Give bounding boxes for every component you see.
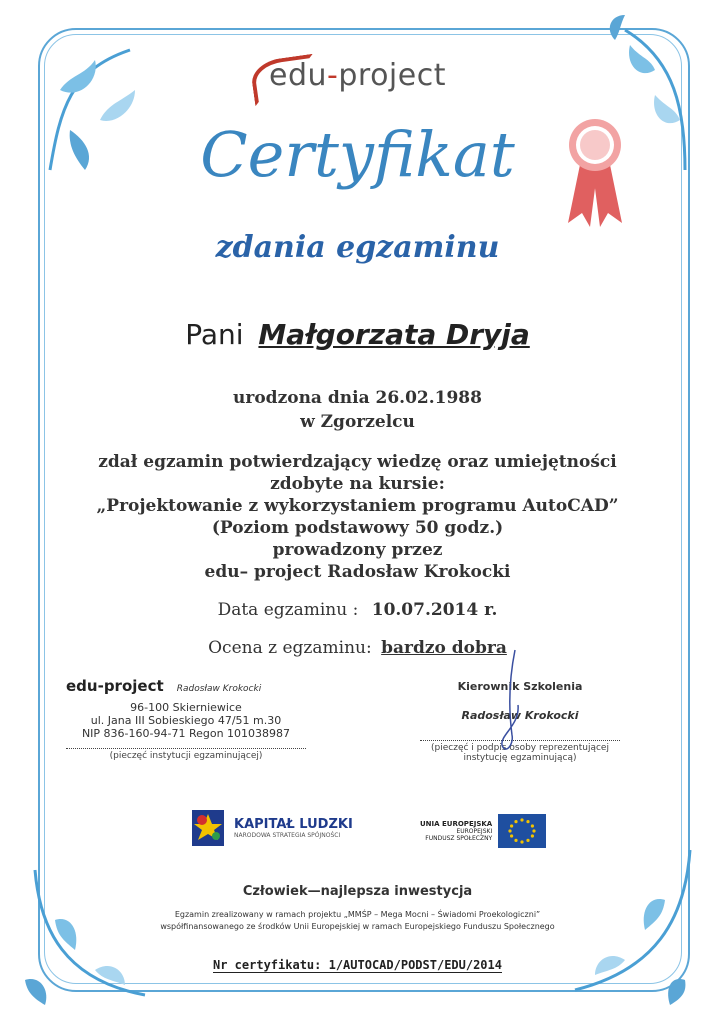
kl-title: KAPITAŁ LUDZKI [234, 817, 353, 832]
funding-line-1: Egzamin zrealizowany w ramach projektu „MMŚP – Mega Mocni – Świadomi Proekologiczni” [174, 910, 541, 919]
supervisor-name: Radosław Krokocki [461, 709, 579, 722]
logo-text-right: project [338, 58, 446, 93]
stamp-owner: Radosław Krokocki [176, 684, 262, 694]
course-name: „Projektowanie z wykorzystaniem programu AutoCAD” [96, 496, 619, 516]
certificate-number: Nr certyfikatu: 1/AUTOCAD/PODST/EDU/2014 [213, 958, 502, 972]
stamp-address-2: ul. Jana III Sobieskiego 47/51 m.30 [90, 714, 282, 727]
birth-date-line: urodzona dnia 26.02.1988 [233, 388, 482, 408]
eu-line-1: UNIA EUROPEJSKA [420, 820, 493, 828]
exam-date-value: 10.07.2014 r. [371, 600, 498, 620]
stamp-address-1: 96-100 Skierniewice [130, 701, 242, 714]
stamp-caption: (pieczęć instytucji egzaminującej) [109, 751, 263, 761]
conductor-name: edu– project Radosław Krokocki [204, 562, 511, 582]
stamp-address-3: NIP 836-160-94-71 Regon 101038987 [81, 727, 291, 740]
handwritten-signature [490, 645, 530, 765]
eu-logo [420, 814, 546, 848]
grade-value: bardzo dobra [381, 638, 507, 658]
kapital-ludzki-logo [188, 806, 353, 850]
recipient-salutation: Pani [185, 318, 244, 351]
exam-date-label: Data egzaminu : [217, 600, 359, 620]
birth-place-line: w Zgorzelcu [300, 412, 415, 432]
kapital-ludzki-emblem-icon [188, 806, 228, 850]
certificate-subtitle: zdania egzaminu [215, 230, 500, 265]
eu-line-2: EUROPEJSKI [456, 828, 493, 835]
logo-text-dash: - [327, 58, 339, 93]
exam-statement-line-2: zdobyte na kursie: [270, 474, 445, 494]
grade-label: Ocena z egzaminu: [208, 638, 372, 658]
eu-line-3: FUNDUSZ SPOŁECZNY [425, 835, 493, 842]
recipient-name: Małgorzata Dryja [258, 318, 530, 351]
kl-subtitle: NARODOWA STRATEGIA SPÓJNOŚCI [234, 832, 341, 839]
supervisor-role: Kierownik Szkolenia [457, 680, 583, 693]
certificate-title: Certyfikat [200, 118, 515, 191]
edu-project-logo [0, 58, 715, 93]
grade-row [0, 638, 715, 658]
stamp-brand: edu-project [66, 677, 164, 695]
exam-statement-line-1: zdał egzamin potwierdzający wiedzę oraz umiejętności [98, 452, 617, 472]
supervisor-caption-2: instytucję egzaminującą) [463, 753, 577, 763]
corner-ornament-bottom-left [15, 860, 155, 1010]
supervisor-caption-1: (pieczęć i podpis osoby reprezentującej [431, 743, 609, 753]
certificate-number-row [0, 958, 715, 972]
institution-stamp [66, 676, 306, 761]
course-level: (Poziom podstawowy 50 godz.) [211, 518, 504, 538]
stamp-signature-line [66, 748, 306, 749]
recipient-row [0, 318, 715, 351]
motto: Człowiek—najlepsza inwestycja [242, 884, 473, 899]
conducted-by-label: prowadzony przez [272, 540, 443, 560]
eu-flag-icon [498, 814, 546, 848]
funding-line-2: współfinansowanego ze środków Unii Europejskiej w ramach Europejskiego Funduszu Społecznego [160, 922, 555, 931]
logo-text-left: edu [269, 58, 328, 93]
exam-date-row [0, 600, 715, 620]
